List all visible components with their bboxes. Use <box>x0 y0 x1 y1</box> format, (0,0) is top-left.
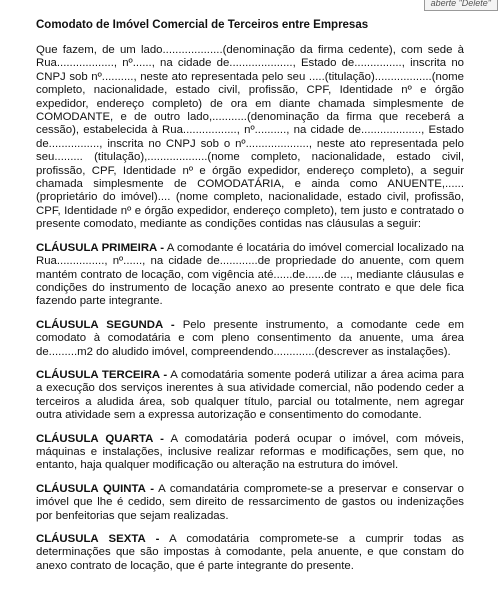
clause-text: A comodatária somente poderá utilizar a área acima para a execução dos serviços inerentes à sua atividade comercial, não podendo ceder a terceiros a aludida área, sob qualquer título, parcial ou totalmente, nem agregar outra atividade sem a expressa autorização e consentimento do comodante. <box>36 368 464 422</box>
clause-text: Pelo presente instrumento, a comodante cede em comodato à comodatária e com pleno consentimento da anuente, uma área de.........m2 do aludido imóvel, compreendendo.............(descrever as instalações). <box>36 318 465 358</box>
clause-primeira <box>36 242 464 309</box>
document-title: Comodato de Imóvel Comercial de Terceiros entre Empresas <box>36 19 369 31</box>
clause-segunda <box>36 319 464 359</box>
clause-title: CLÁUSULA TERCEIRA - <box>36 368 168 381</box>
clause-sexta <box>36 533 464 573</box>
clause-title: CLÁUSULA SEXTA - <box>36 533 160 545</box>
clause-text: A comandatária compromete-se a preservar e conservar o imóvel que lhe é cedido, sem direito de ressarcimento de gastos ou indenizações por benfeitorias que sejam realizadas. <box>36 482 464 522</box>
delete-tooltip: aberte "Delete" <box>424 0 498 11</box>
document-body <box>36 44 464 583</box>
clause-text: A comodante é locatária do imóvel comercial localizado na Rua..............., nº......, na cidade de............de propriedade do anuente, com quem mantém contrato de locação, com vigência até......de......de ..., mediante cláusulas e condições do instrumento de locação anexo ao presente contrato e que dele fica fazendo parte integrante. <box>36 241 464 308</box>
clause-terceira <box>36 369 464 423</box>
preamble-paragraph: Que fazem, de um lado...................(denominação da firma cedente), com sede à Rua.................., nº......, na cidade de...................., Estado de..............., inscrita no CNPJ sob nº.........., neste ato representada pelo seu .....(titulação)..................(nome completo, nacionalidade, estado civil, profissão, CPF, Identidade nº e órgão expedidor, endereço completo) de ora em diante chamada simplesmente de COMODANTE, e de outro lado,...........(denominação da firma que receberá a cessão), estabelecida à Rua................., nº.........., na cidade de..................., Estado de................, inscrita no CNPJ sob o nº...................., neste ato representada pelo seu......... (titulação),...................(nome completo, nacionalidade, estado civil, profissão, CPF, Identidade nº e órgão expedidor, endereço completo), a seguir chamada simplesmente de COMODATÁRIA, e ainda como ANUENTE,...... (proprietário do imóvel).... (nome completo, nacionalidade, estado civil, profissão, CPF, Identidade nº e órgão expedidor, endereço completo), tem justo e contratado o presente comodato, mediante as condições contidas nas cláusulas a seguir: <box>36 44 464 231</box>
clause-quinta <box>36 483 464 523</box>
clause-title: CLÁUSULA SEGUNDA - <box>36 318 175 331</box>
clause-text: A comodatária compromete-se a cumprir todas as determinações que são impostas à comodante, pela anuente, e que constam do anexo contrato de locação, que é parte integrante do presente. <box>36 533 464 572</box>
clause-text: A comodatária poderá ocupar o imóvel, com móveis, máquinas e instalações, inclusive realizar reformas e modificações, sem que, no entanto, haja qualquer modificação ou alteração na estrutura do imóvel. <box>36 432 464 472</box>
clause-title: CLÁUSULA QUINTA - <box>36 482 154 495</box>
clause-title: CLÁUSULA QUARTA - <box>36 432 164 445</box>
clause-title: CLÁUSULA PRIMEIRA - <box>36 241 164 254</box>
clause-quarta <box>36 433 464 473</box>
